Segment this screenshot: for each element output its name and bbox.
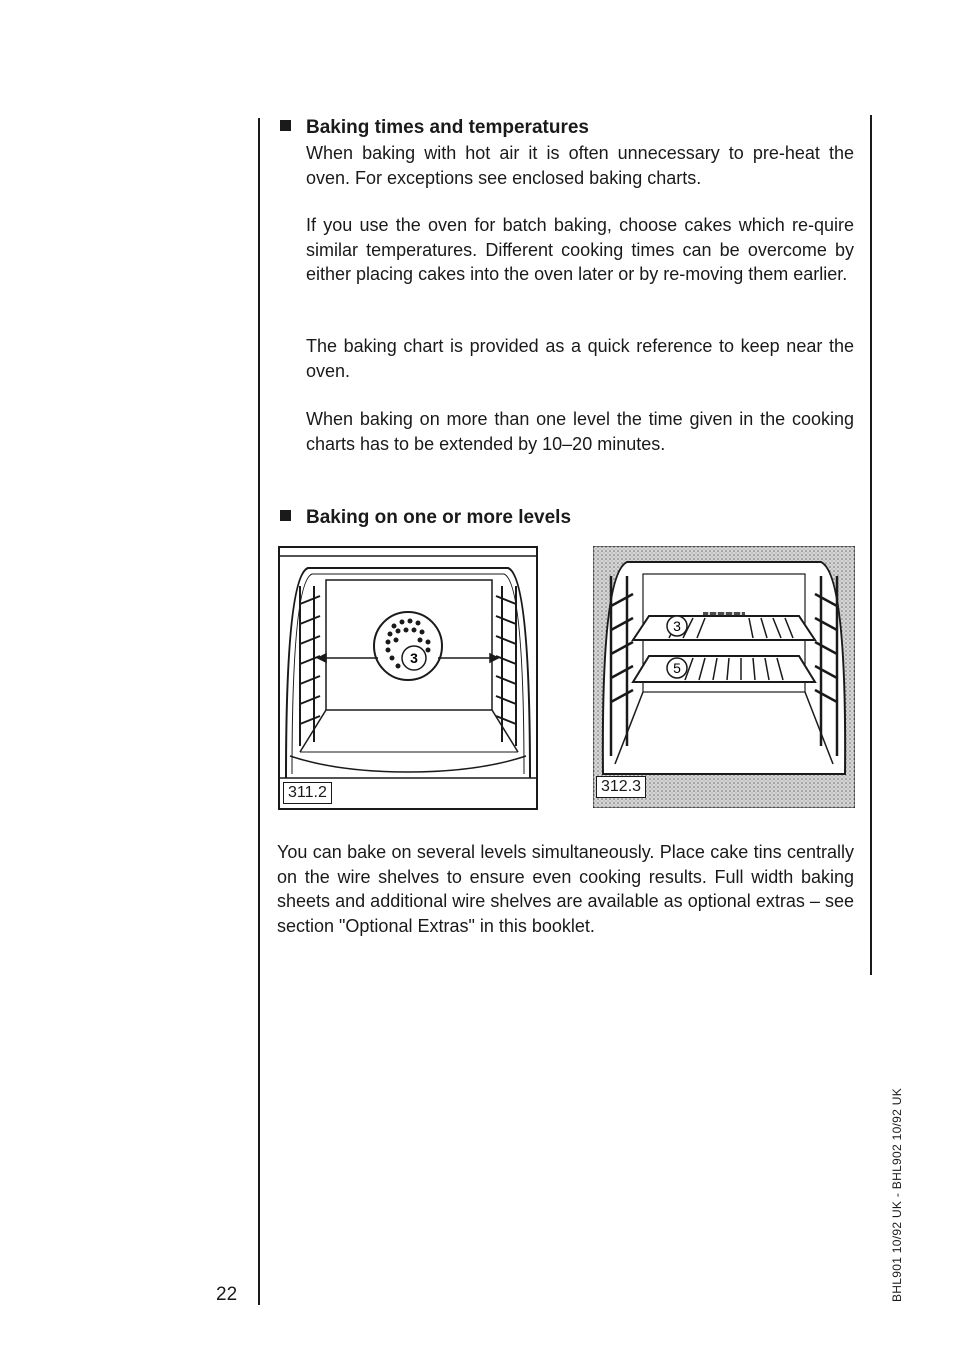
paragraph-baking-chart: The baking chart is provided as a quick reference to keep near the oven. (306, 336, 854, 381)
figure-label: 311.2 (283, 782, 332, 804)
paragraph-batch-baking: If you use the oven for batch baking, choose cakes which re-quire similar temperatures. Different cooking times can be overcome by either placing cakes into the oven later or by re-moving them earlier. (306, 215, 854, 284)
paragraph-preheat: When baking with hot air it is often unnecessary to pre-heat the oven. For exceptions see enclosed baking charts. (306, 143, 854, 188)
fan-number-label: 3 (410, 650, 418, 666)
figure-oven-fan (278, 546, 538, 810)
left-margin-rule (258, 118, 260, 1305)
shelf-level-5-label: 5 (673, 660, 681, 676)
section-heading-text: Baking times and temperatures (306, 117, 589, 138)
section-heading-text: Baking on one or more levels (306, 507, 572, 528)
figure-oven-shelves (593, 546, 855, 808)
right-margin-rule (870, 115, 872, 975)
shelf-level-3-label: 3 (673, 618, 681, 634)
figure-label: 312.3 (596, 776, 646, 798)
paragraph-several-levels: You can bake on several levels simultaneously. Place cake tins centrally on the wire shelves to ensure even cooking results. Full width baking sheets and additional wire shelves are available as optional extras – see section "Optional Extras" in this booklet. (277, 842, 854, 936)
oven-shelves-illustration (593, 546, 855, 808)
document-code: BHL901 10/92 UK - BHL902 10/92 UK (890, 1087, 904, 1302)
square-bullet-icon (280, 120, 291, 131)
square-bullet-icon (280, 510, 291, 521)
paragraph-multiple-levels: When baking on more than one level the time given in the cooking charts has to be extended by 10–20 minutes. (306, 409, 854, 454)
oven-fan-illustration (278, 546, 538, 810)
page-number: 22 (216, 1284, 238, 1305)
section-heading-baking-times (280, 116, 589, 140)
section-heading-baking-levels (280, 506, 571, 530)
